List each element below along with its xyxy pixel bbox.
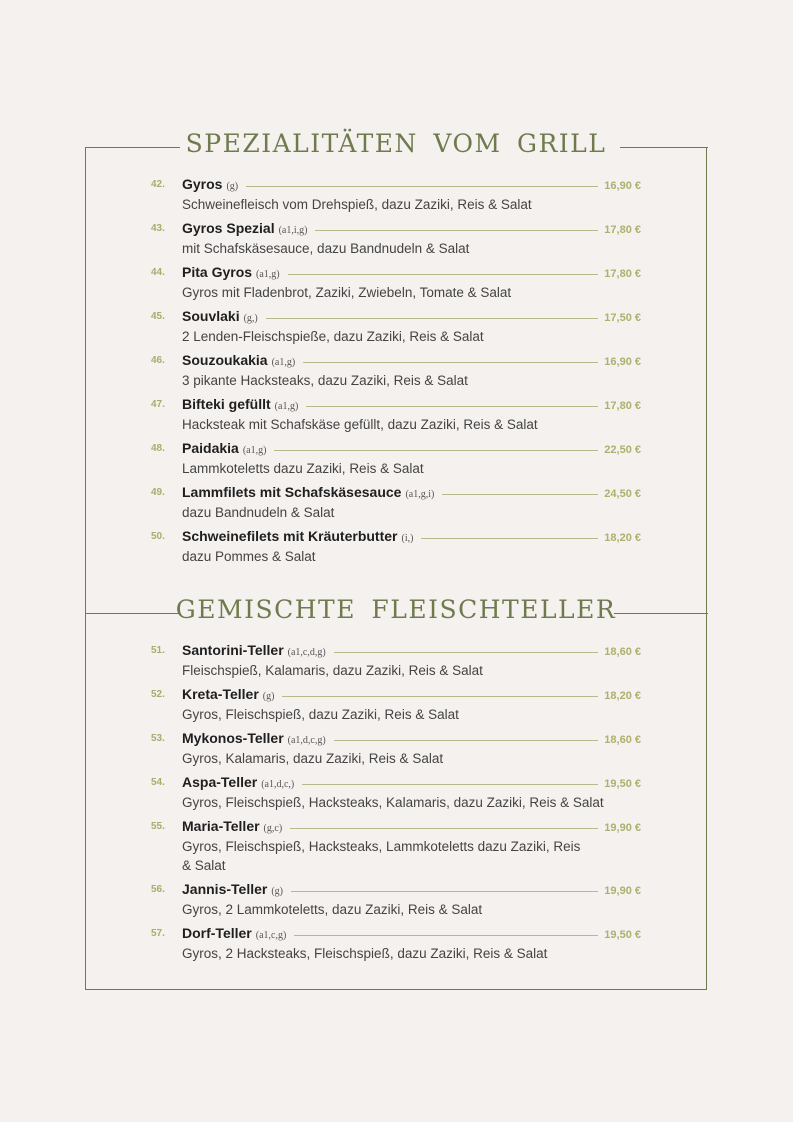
item-number: 56. xyxy=(151,884,165,895)
item-description: mit Schafskäsesauce, dazu Bandnudeln & Salat xyxy=(182,241,470,256)
item-allergens: (a1,g,i) xyxy=(405,489,435,500)
item-number: 45. xyxy=(151,311,165,322)
item-name: Souvlaki xyxy=(182,308,240,324)
item-description: Fleischspieß, Kalamaris, dazu Zaziki, Reis & Salat xyxy=(182,663,483,678)
item-name: Aspa-Teller xyxy=(182,774,258,790)
item-description: Hacksteak mit Schafskäse gefüllt, dazu Zaziki, Reis & Salat xyxy=(182,417,538,432)
item-description: 3 pikante Hacksteaks, dazu Zaziki, Reis & Salat xyxy=(182,373,468,388)
item-description: 2 Lenden-Fleischspieße, dazu Zaziki, Reis & Salat xyxy=(182,329,484,344)
dotted-leader xyxy=(274,450,598,451)
item-allergens: (a1,c,g) xyxy=(255,930,287,941)
item-allergens: (a1,g) xyxy=(274,401,299,412)
dotted-leader xyxy=(334,652,599,653)
dotted-leader xyxy=(442,494,598,495)
item-description: Gyros, Fleischspieß, Hacksteaks, Kalamaris, dazu Zaziki, Reis & Salat xyxy=(182,795,604,810)
item-price: 19,90 € xyxy=(604,822,641,834)
item-description: Schweinefleisch vom Drehspieß, dazu Zaziki, Reis & Salat xyxy=(182,197,532,212)
frame-bottom-border xyxy=(86,989,706,990)
item-name: Pita Gyros xyxy=(182,264,253,280)
section-grill xyxy=(85,129,707,613)
item-name: Santorini-Teller xyxy=(182,642,284,658)
dotted-leader xyxy=(282,696,598,697)
item-price: 16,90 € xyxy=(604,180,641,192)
item-allergens: (g,c) xyxy=(263,823,283,834)
dotted-leader xyxy=(288,274,599,275)
item-description: Gyros, Fleischspieß, Hacksteaks, Lammkoteletts dazu Zaziki, Reis & Salat xyxy=(182,839,581,873)
item-number: 55. xyxy=(151,821,165,832)
item-name: Paidakia xyxy=(182,440,239,456)
item-name: Kreta-Teller xyxy=(182,686,259,702)
item-allergens: (a1,c,d,g) xyxy=(287,647,326,658)
item-name: Jannis-Teller xyxy=(182,881,268,897)
dotted-leader xyxy=(246,186,598,187)
dotted-leader xyxy=(303,362,598,363)
item-price: 18,20 € xyxy=(604,532,641,544)
item-price: 19,50 € xyxy=(604,778,641,790)
dotted-leader xyxy=(290,828,598,829)
item-price: 24,50 € xyxy=(604,488,641,500)
item-name: Lammfilets mit Schafskäsesauce xyxy=(182,484,402,500)
item-allergens: (a1,g) xyxy=(242,445,267,456)
item-price: 19,50 € xyxy=(604,929,641,941)
item-description: Gyros mit Fladenbrot, Zaziki, Zwiebeln, Tomate & Salat xyxy=(182,285,512,300)
item-name: Dorf-Teller xyxy=(182,925,252,941)
section-title: GEMISCHTE FLEISCHTELLER xyxy=(175,595,617,624)
item-number: 43. xyxy=(151,223,165,234)
item-number: 44. xyxy=(151,267,165,278)
item-description: dazu Pommes & Salat xyxy=(182,549,316,564)
item-price: 17,80 € xyxy=(604,224,641,236)
item-description: Gyros, 2 Lammkoteletts, dazu Zaziki, Reis & Salat xyxy=(182,902,483,917)
item-number: 52. xyxy=(151,689,165,700)
item-description: Gyros, Kalamaris, dazu Zaziki, Reis & Salat xyxy=(182,751,444,766)
item-price: 19,90 € xyxy=(604,885,641,897)
item-number: 51. xyxy=(151,645,165,656)
item-number: 47. xyxy=(151,399,165,410)
item-number: 49. xyxy=(151,487,165,498)
item-number: 46. xyxy=(151,355,165,366)
item-name: Gyros xyxy=(182,176,223,192)
item-number: 54. xyxy=(151,777,165,788)
dotted-leader xyxy=(291,891,598,892)
item-name: Mykonos-Teller xyxy=(182,730,284,746)
item-allergens: (g) xyxy=(226,181,239,192)
dotted-leader xyxy=(266,318,599,319)
item-number: 48. xyxy=(151,443,165,454)
item-number: 50. xyxy=(151,531,165,542)
item-price: 17,50 € xyxy=(604,312,641,324)
item-allergens: (a1,i,g) xyxy=(278,225,308,236)
item-description: Gyros, 2 Hacksteaks, Fleischspieß, dazu Zaziki, Reis & Salat xyxy=(182,946,548,961)
item-allergens: (i,) xyxy=(401,533,414,544)
item-price: 17,80 € xyxy=(604,268,641,280)
item-name: Bifteki gefüllt xyxy=(182,396,271,412)
section-title: SPEZIALITÄTEN VOM GRILL xyxy=(185,129,607,158)
item-allergens: (g,) xyxy=(243,313,258,324)
dotted-leader xyxy=(421,538,598,539)
dotted-leader xyxy=(334,740,599,741)
item-name: Schweinefilets mit Kräuterbutter xyxy=(182,528,398,544)
item-description: Gyros, Fleischspieß, dazu Zaziki, Reis & Salat xyxy=(182,707,459,722)
item-price: 18,60 € xyxy=(604,646,641,658)
item-price: 18,60 € xyxy=(604,734,641,746)
item-allergens: (a1,d,c,g) xyxy=(287,735,326,746)
item-number: 53. xyxy=(151,733,165,744)
item-price: 22,50 € xyxy=(604,444,641,456)
item-price: 18,20 € xyxy=(604,690,641,702)
item-allergens: (a1,d,c,) xyxy=(261,779,295,790)
item-description: dazu Bandnudeln & Salat xyxy=(182,505,335,520)
item-name: Maria-Teller xyxy=(182,818,260,834)
item-number: 57. xyxy=(151,928,165,939)
item-allergens: (a1,g) xyxy=(271,357,296,368)
dotted-leader xyxy=(302,784,598,785)
dotted-leader xyxy=(315,230,598,231)
item-name: Souzoukakia xyxy=(182,352,268,368)
item-number: 42. xyxy=(151,179,165,190)
section-mixed-plates xyxy=(85,595,707,990)
item-allergens: (a1,g) xyxy=(256,269,280,280)
item-name: Gyros Spezial xyxy=(182,220,275,236)
item-allergens: (g) xyxy=(271,886,283,897)
item-price: 17,80 € xyxy=(604,400,641,412)
item-description: Lammkoteletts dazu Zaziki, Reis & Salat xyxy=(182,461,424,476)
dotted-leader xyxy=(294,935,598,936)
item-price: 16,90 € xyxy=(604,356,641,368)
dotted-leader xyxy=(306,406,598,407)
item-allergens: (g) xyxy=(262,691,275,702)
